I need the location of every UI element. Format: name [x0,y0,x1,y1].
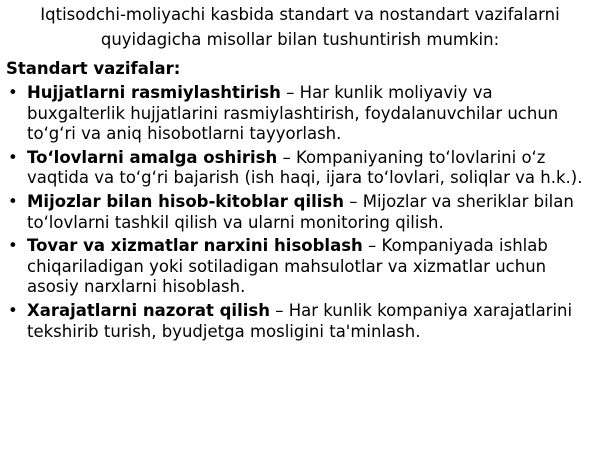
item-term: Tovar va xizmatlar narxini hisoblash [27,236,363,256]
item-text: – Har kunlik moliyaviy va buxgalterlik hujjatlarini rasmiylashtirish, foydalanuvchilar uchun to‘g‘ri va aniq hisobotlarni tayyorlash. [27,83,559,144]
item-text: – Har kunlik kompaniya xarajatlarini tekshirib turish, byudjetga mosligini ta'minlash. [27,300,573,341]
item-term: Xarajatlarni nazorat qilish [27,300,270,320]
bullet-icon: • [8,147,18,167]
item-text: – Kompaniyada ishlab chiqariladigan yoki sotiladigan mahsulotlar va xizmatlar uchun asosiy narxlarni hisoblash. [27,236,548,297]
list-item [6,148,594,189]
bullet-icon: • [8,300,18,320]
bullet-icon: • [8,191,18,211]
bullet-icon: • [8,83,18,102]
section-heading: Standart vazifalar: [6,59,181,78]
list-item [6,301,594,342]
item-text: – Mijozlar va sheriklar bilan to‘lovlarni tashkil qilish va ularni monitoring qilish. [27,191,574,232]
item-text: – Kompaniyaning to‘lovlarini o‘z vaqtida va to‘g‘ri bajarish (ish haqi, ijara to‘lovlari, soliqlar va h.k.). [27,147,583,188]
list-item [6,192,594,233]
item-term: To‘lovlarni amalga oshirish [27,147,278,167]
slide-title: Iqtisodchi-moliyachi kasbida standart va nostandart vazifalarni quyidagicha misollar bilan tushuntirish mumkin: [40,5,560,49]
item-term: Hujjatlarni rasmiylashtirish [27,83,281,102]
list-item [6,236,594,298]
bullet-icon: • [8,236,18,256]
item-term: Mijozlar bilan hisob-kitoblar qilish [27,191,344,211]
list-item [6,83,594,145]
task-list [6,83,594,342]
